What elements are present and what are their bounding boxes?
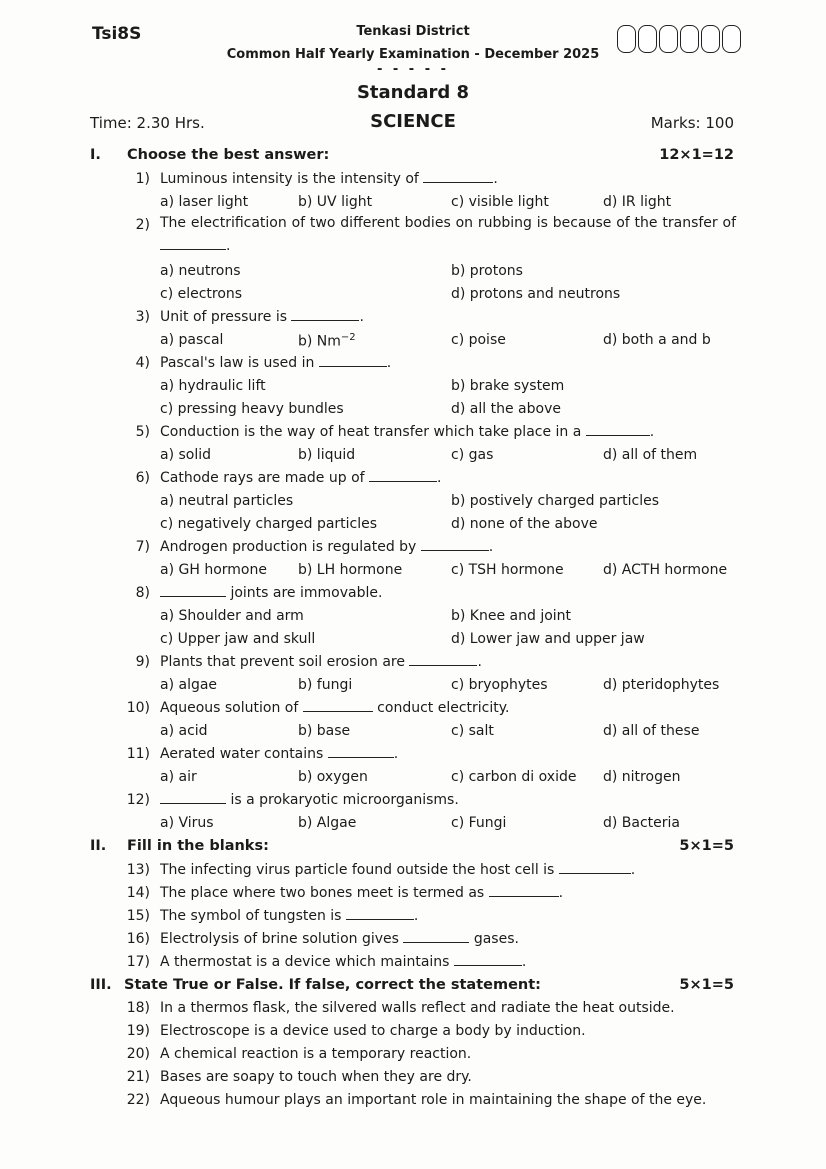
exam-title: Common Half Yearly Examination - December 2025 [226,47,600,62]
option-c: c) TSH hormone [451,562,564,578]
register-box [638,25,657,53]
question-text: is a prokaryotic microorganisms. [160,792,459,808]
option-b: b) base [298,723,351,739]
register-box [680,25,699,53]
option-b: b) Knee and joint [451,608,572,624]
option-b: b) UV light [298,194,373,210]
district-name: Tenkasi District [356,24,470,39]
question-text: Luminous intensity is the intensity of . [160,171,498,187]
option-a: a) Shoulder and arm [160,608,304,624]
question-number: 16) [126,931,150,947]
question-text: The electrification of two different bodies on rubbing is because of the transfer of . [160,215,736,254]
option-b: b) LH hormone [298,562,403,578]
question-text: joints are immovable. [160,585,382,601]
option-d: d) all of these [603,723,700,739]
question-number: 1) [135,171,150,187]
section-2-number: II. [90,838,107,854]
question-number: 15) [126,908,150,924]
question-text: The symbol of tungsten is . [160,908,419,924]
section-1-title: Choose the best answer: [127,147,330,163]
option-a: a) laser light [160,194,249,210]
option-c: c) negatively charged particles [160,516,378,532]
statement-text: Electroscope is a device used to charge a body by induction. [160,1023,586,1039]
register-box [617,25,636,53]
option-d: d) protons and neutrons [451,286,621,302]
question-number: 8) [135,585,150,601]
section-1-number: I. [90,147,101,163]
option-c: c) bryophytes [451,677,548,693]
question-text: The infecting virus particle found outside the host cell is . [160,862,636,878]
section-3-title: State True or False. If false, correct the statement: [124,977,541,993]
question-text: A thermostat is a device which maintains . [160,954,527,970]
question-number: 5) [135,424,150,440]
register-number-boxes [617,25,743,53]
question-number: 21) [126,1069,150,1085]
option-d: d) pteridophytes [603,677,720,693]
subject-title: SCIENCE [370,111,456,132]
question-text: The place where two bones meet is termed as . [160,885,564,901]
option-b: b) protons [451,263,523,279]
option-c: c) Upper jaw and skull [160,631,316,647]
section-3-marks: 5×1=5 [679,977,734,993]
option-c: c) poise [451,332,506,348]
option-d: d) all of them [603,447,698,463]
question-text: Aqueous solution of conduct electricity. [160,700,510,716]
question-number: 10) [126,700,150,716]
header-dashes: - - - - - [376,62,450,77]
option-b: b) brake system [451,378,565,394]
option-d: d) IR light [603,194,672,210]
option-d: d) ACTH hormone [603,562,728,578]
question-text: Unit of pressure is . [160,309,364,325]
question-text: Aerated water contains . [160,746,399,762]
question-text: Cathode rays are made up of . [160,470,442,486]
option-a: a) air [160,769,197,785]
option-d: d) nitrogen [603,769,681,785]
option-c: c) pressing heavy bundles [160,401,344,417]
option-a: a) solid [160,447,212,463]
option-d: d) none of the above [451,516,598,532]
question-text: Electrolysis of brine solution gives gases. [160,931,519,947]
standard-label: Standard 8 [356,82,470,103]
option-a: a) pascal [160,332,224,348]
option-d: d) all the above [451,401,561,417]
register-box [701,25,720,53]
option-b: b) Algae [298,815,357,831]
option-c: c) salt [451,723,494,739]
option-d: d) Bacteria [603,815,681,831]
question-number: 22) [126,1092,150,1108]
question-number: 3) [135,309,150,325]
question-text: Androgen production is regulated by . [160,539,494,555]
register-box [722,25,741,53]
option-a: a) acid [160,723,208,739]
question-number: 20) [126,1046,150,1062]
option-a: a) algae [160,677,218,693]
statement-text: A chemical reaction is a temporary reaction. [160,1046,472,1062]
question-text: Pascal's law is used in . [160,355,392,371]
option-b: b) $Nm^{-2}$ [298,332,356,350]
question-text: Conduction is the way of heat transfer which take place in a . [160,424,655,440]
question-number: 12) [126,792,150,808]
option-c: c) Fungi [451,815,507,831]
option-b: b) liquid [298,447,356,463]
exam-time: Time: 2.30 Hrs. [90,114,205,132]
option-d: d) both a and b [603,332,711,348]
statement-text: In a thermos flask, the silvered walls reflect and radiate the heat outside. [160,1000,675,1016]
option-a: a) neutral particles [160,493,294,509]
statement-text: Bases are soapy to touch when they are dry. [160,1069,472,1085]
question-number: 2) [135,217,150,233]
question-text: Plants that prevent soil erosion are . [160,654,482,670]
paper-code: Tsi8S [92,24,142,44]
question-number: 9) [135,654,150,670]
section-1-marks: 12×1=12 [659,147,734,163]
option-b: b) postively charged particles [451,493,660,509]
option-d: d) Lower jaw and upper jaw [451,631,645,647]
question-number: 7) [135,539,150,555]
statement-text: Aqueous humour plays an important role in maintaining the shape of the eye. [160,1092,707,1108]
question-number: 11) [126,746,150,762]
option-a: a) hydraulic lift [160,378,266,394]
section-2-title: Fill in the blanks: [127,838,269,854]
question-number: 19) [126,1023,150,1039]
register-box [659,25,678,53]
section-2-marks: 5×1=5 [679,838,734,854]
question-number: 18) [126,1000,150,1016]
option-c: c) gas [451,447,494,463]
question-number: 14) [126,885,150,901]
option-c: c) carbon di oxide [451,769,577,785]
total-marks: Marks: 100 [650,114,734,132]
option-a: a) neutrons [160,263,241,279]
option-b: b) oxygen [298,769,368,785]
option-b: b) fungi [298,677,353,693]
option-c: c) visible light [451,194,549,210]
option-c: c) electrons [160,286,243,302]
section-3-number: III. [90,977,112,993]
option-a: a) Virus [160,815,214,831]
option-a: a) GH hormone [160,562,267,578]
question-number: 13) [126,862,150,878]
question-number: 6) [135,470,150,486]
question-number: 17) [126,954,150,970]
question-number: 4) [135,355,150,371]
